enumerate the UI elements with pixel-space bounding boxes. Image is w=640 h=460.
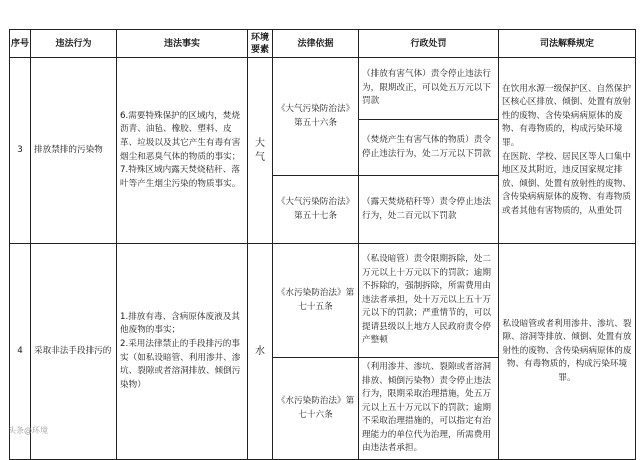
row-element: 水	[248, 244, 273, 460]
header-facts: 违法事实	[117, 30, 248, 58]
row-penalty: （排放有害气体）责令停止违法行为，限期改正，可以处五万元以下罚款	[359, 58, 499, 120]
row-element: 大气	[248, 58, 273, 244]
header-judicial: 司法解释规定	[499, 30, 636, 58]
watermark: 头条@环境	[8, 426, 48, 435]
row-basis: 《水污染防治法》第七十六条	[273, 358, 359, 460]
row-violation: 排放禁排的污染物	[31, 58, 117, 244]
header-violation: 违法行为	[31, 30, 117, 58]
header-penalty: 行政处罚	[359, 30, 499, 58]
header-no: 序号	[10, 30, 31, 58]
header-basis: 法律依据	[273, 30, 359, 58]
law-table	[9, 29, 636, 460]
row-judicial: 私设暗管或者利用渗井、渗坑、裂隙、溶洞等排放、倾倒、处置有放射性的废物、含传染病病原体的废物、有毒物质的，构成污染环境罪。	[499, 244, 636, 460]
row-basis: 《大气污染防治法》第五十七条	[273, 176, 359, 244]
row-basis: 《水污染防治法》第七十五条	[273, 244, 359, 358]
header-row	[10, 30, 636, 58]
row-penalty: （露天焚烧秸秆等）责令停止违法行为，处二百元以下罚款	[359, 176, 499, 244]
row-penalty: （焚烧产生有害气体的物质）责令停止违法行为，处二万元以下罚款	[359, 120, 499, 176]
row-penalty: （利用渗井、渗坑、裂隙或者溶洞排放、倾倒污染物）责令停止违法行为，限期采取治理措施，处五万元以上五十万元以下的罚款；逾期不采取治理措施的，可以指定有治理能力的单位代为治理，所需费用由违法者承担。	[359, 358, 499, 460]
header-element: 环境要素	[248, 30, 273, 58]
table-row	[10, 244, 636, 358]
row-penalty: （私设暗管）责令限期拆除，处二万元以上十万元以下的罚款；逾期不拆除的，强制拆除，所需费用由违法者承担，处十万元以上五十万元以下的罚款；严重情节的，可以提请县级以上地方人民政府责令停产整顿	[359, 244, 499, 358]
row-facts: 6.需要特殊保护的区域内，焚烧沥青、油毡、橡胶、塑料、皮革、垃圾以及其它产生有毒有害烟尘和恶臭气体的物质的事实； 7.特殊区域内露天焚烧秸秆、落叶等产生烟尘污染的物质事实。	[117, 58, 248, 244]
row-facts: 1.排放有毒、含病原体废液及其他废物的事实； 2.采用法律禁止的手段排污的事实（如私设暗管、利用渗井、渗坑、裂隙或者溶洞排放、倾倒污染物）	[117, 244, 248, 460]
row-violation: 采取非法手段排污的	[31, 244, 117, 460]
row-judicial: 在饮用水源一级保护区、自然保护区核心区排放、倾倒、处置有放射性的废物、含传染病病原体的废物、有毒物质的，构成污染环境罪。 在医院、学校、居民区等人口集中地区及其附近，违反国家规定排放、倾倒、处置有放射性的废物、含传染病病原体的废物、有毒物质或者其他有害物质的，从重处罚	[499, 58, 636, 244]
row-no: 4	[10, 244, 31, 460]
table-row	[10, 58, 636, 120]
row-basis: 《大气污染防治法》第五十六条	[273, 58, 359, 176]
row-no: 3	[10, 58, 31, 244]
